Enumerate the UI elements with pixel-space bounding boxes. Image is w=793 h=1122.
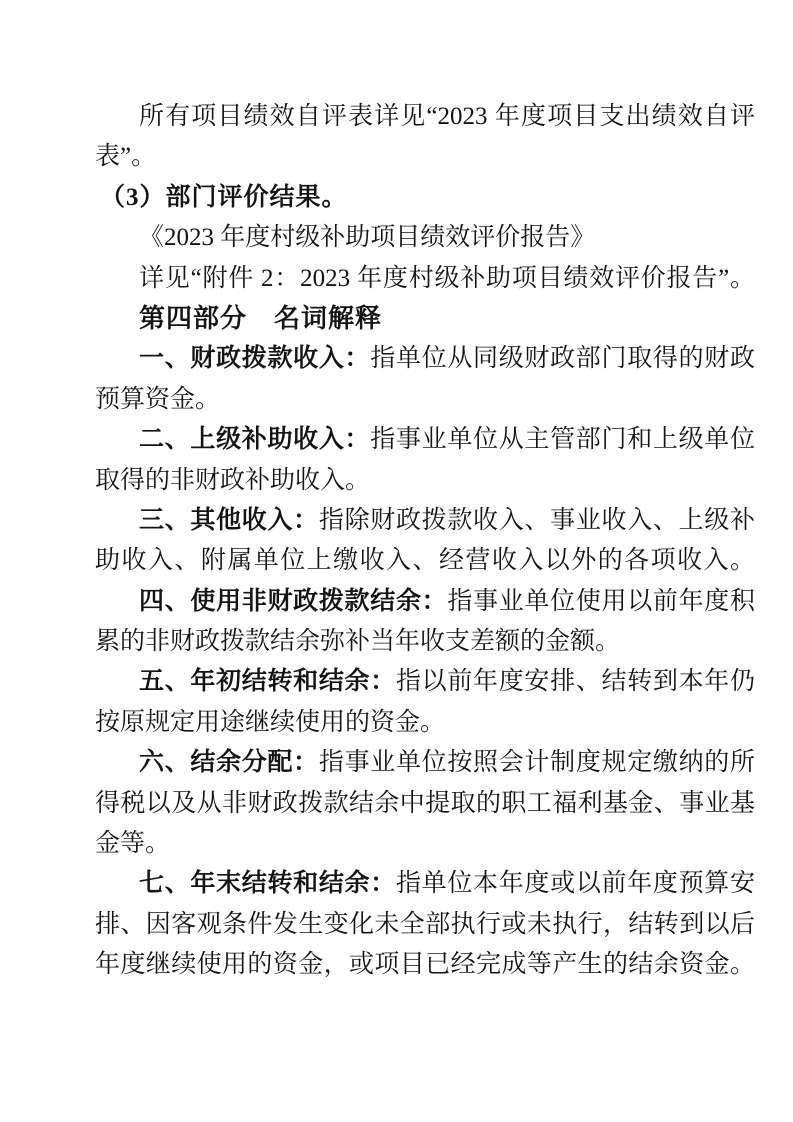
term-yearend-carryover-line3 <box>95 945 755 985</box>
term-definition: 指事业单位按照会计制度规定缴纳的所 <box>318 749 755 777</box>
term-use-nonfiscal-balance-line1 <box>95 582 755 622</box>
term-balance-distribution-line2 <box>95 784 755 824</box>
term-label: 三、其他收入： <box>139 506 319 534</box>
term-other-income-line1 <box>95 501 755 541</box>
part-heading-glossary <box>95 299 755 339</box>
term-use-nonfiscal-balance-line2 <box>95 622 755 662</box>
term-balance-distribution-line1 <box>95 743 755 783</box>
term-definition: 指事业单位使用以前年度积 <box>447 587 755 615</box>
term-yearend-carryover-line2 <box>95 905 755 945</box>
paragraph-text: 《2023 年度村级补助项目绩效评价报告》 <box>139 224 596 252</box>
term-label: 七、年末结转和结余： <box>139 870 396 898</box>
document-body <box>95 97 755 986</box>
term-fiscal-appropriation-line2 <box>95 380 755 420</box>
term-definition: 排、因客观条件发生变化未全部执行或未执行，结转到以后 <box>95 910 755 938</box>
term-label: 二、上级补助收入： <box>139 426 371 454</box>
term-definition: 取得的非财政补助收入。 <box>95 466 371 494</box>
term-label: 四、使用非财政拨款结余： <box>139 587 448 615</box>
term-other-income-line2 <box>95 541 755 581</box>
paragraph-self-eval-line1 <box>95 97 755 137</box>
heading-text: 第四部分 名词解释 <box>139 303 383 334</box>
term-label: 六、结余分配： <box>139 749 319 777</box>
term-superior-subsidy-line2 <box>95 461 755 501</box>
term-beginning-carryover-line1 <box>95 662 755 702</box>
term-definition: 金等。 <box>95 830 171 858</box>
paragraph-report-title <box>95 218 755 258</box>
term-definition: 指事业单位从主管部门和上级单位 <box>370 426 755 454</box>
term-yearend-carryover-line1 <box>95 864 755 904</box>
term-definition: 指单位本年度或以前年度预算安 <box>395 870 755 898</box>
paragraph-self-eval-line2 <box>95 137 755 177</box>
term-definition: 按原规定用途继续使用的资金。 <box>95 708 446 736</box>
term-definition: 指单位从同级财政部门取得的财政 <box>370 345 755 373</box>
term-definition: 累的非财政拨款结余弥补当年收支差额的金额。 <box>95 628 621 656</box>
term-definition: 指以前年度安排、结转到本年仍 <box>395 668 755 696</box>
section-heading-dept-eval-result <box>95 178 755 218</box>
paragraph-text: 表”。 <box>95 143 157 171</box>
term-definition: 指除财政拨款收入、事业收入、上级补 <box>318 506 755 534</box>
term-label: 五、年初结转和结余： <box>139 668 396 696</box>
paragraph-text: 所有项目绩效自评表详见“2023 年度项目支出绩效自评 <box>139 103 755 130</box>
term-definition: 助收入、附属单位上缴收入、经营收入以外的各项收入。 <box>95 547 755 575</box>
term-superior-subsidy-line1 <box>95 420 755 460</box>
heading-text: （3）部门评价结果。 <box>100 183 348 211</box>
term-definition: 年度继续使用的资金，或项目已经完成等产生的结余资金。 <box>95 951 755 979</box>
term-definition: 得税以及从非财政拨款结余中提取的职工福利基金、事业基 <box>95 789 755 817</box>
term-balance-distribution-line3 <box>95 824 755 864</box>
paragraph-text: 详见“附件 2：2023 年度村级补助项目绩效评价报告”。 <box>139 264 755 292</box>
term-label: 一、财政拨款收入： <box>139 345 371 373</box>
paragraph-see-attachment <box>95 259 755 299</box>
term-fiscal-appropriation-line1 <box>95 339 755 379</box>
term-beginning-carryover-line2 <box>95 703 755 743</box>
term-definition: 预算资金。 <box>95 385 221 413</box>
